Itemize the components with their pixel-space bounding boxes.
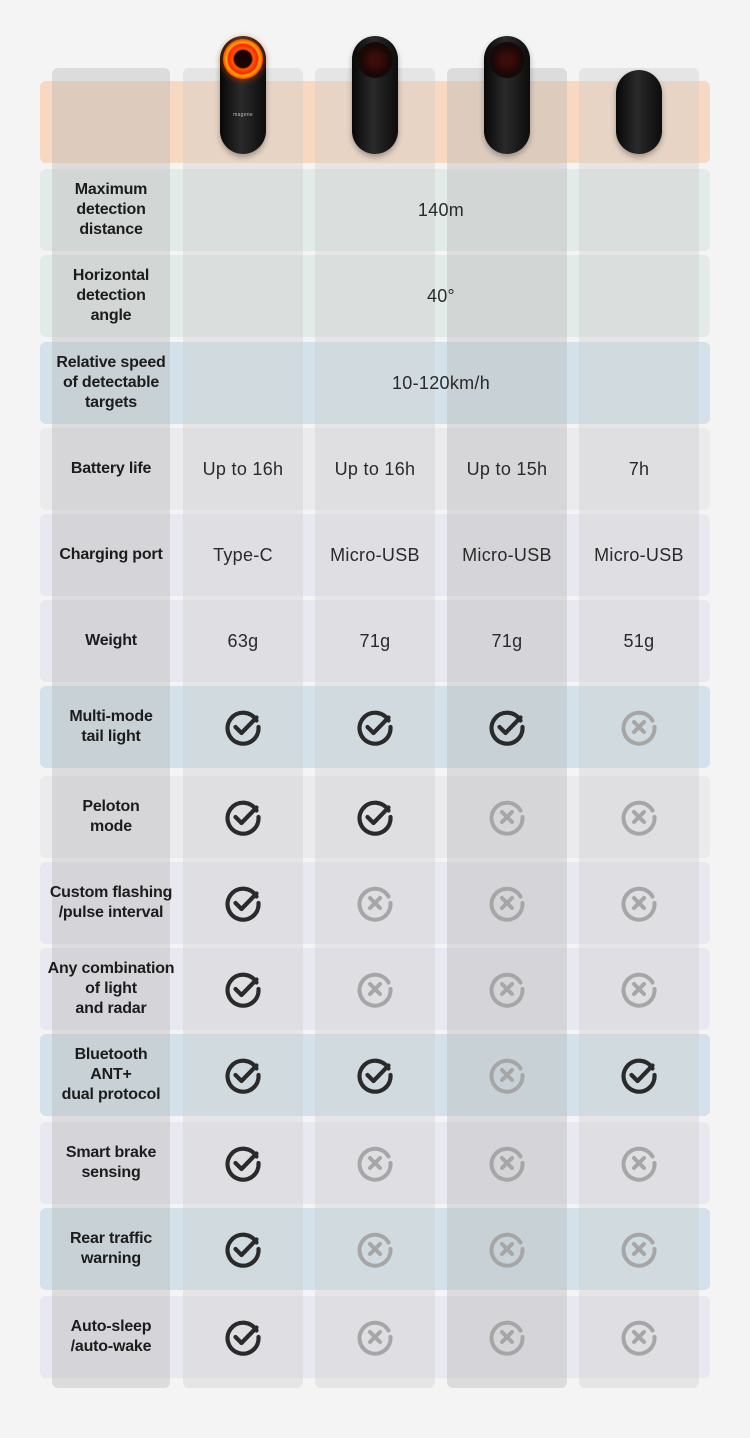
cross-icon bbox=[487, 969, 527, 1009]
supported-cell bbox=[345, 776, 405, 858]
row-label bbox=[31, 514, 191, 596]
cell-value: Up to 15h bbox=[466, 458, 548, 479]
unsupported-cell bbox=[609, 776, 669, 858]
cross-icon bbox=[487, 797, 527, 837]
lit-lens bbox=[223, 39, 263, 79]
tail-light-body bbox=[484, 36, 530, 154]
row-label-text: Battery life bbox=[70, 460, 152, 477]
supported-cell bbox=[345, 1034, 405, 1116]
cross-icon bbox=[355, 969, 395, 1009]
supported-cell bbox=[213, 1122, 273, 1204]
cell-value: Micro-USB bbox=[462, 544, 552, 565]
tail-light-body bbox=[220, 36, 266, 154]
unsupported-cell bbox=[477, 1208, 537, 1290]
cell-value: 7h bbox=[628, 458, 650, 479]
unsupported-cell bbox=[609, 1208, 669, 1290]
unsupported-cell bbox=[345, 1122, 405, 1204]
supported-cell bbox=[213, 862, 273, 944]
cross-icon bbox=[619, 1317, 659, 1357]
row-label bbox=[31, 1122, 191, 1204]
unsupported-cell bbox=[477, 862, 537, 944]
tail-light-body bbox=[616, 70, 662, 154]
radar-tail-light-4 bbox=[609, 70, 669, 154]
spanning-value: 140m bbox=[417, 199, 465, 220]
row-label-text: Maximum detection distance bbox=[74, 181, 148, 238]
cell-value: Up to 16h bbox=[334, 458, 416, 479]
unsupported-cell bbox=[477, 1122, 537, 1204]
check-icon bbox=[619, 1055, 659, 1095]
unlit-lens bbox=[489, 42, 525, 78]
cross-icon bbox=[355, 1143, 395, 1183]
spanning-value: 40° bbox=[426, 285, 456, 306]
cross-icon bbox=[487, 1055, 527, 1095]
check-icon bbox=[223, 707, 263, 747]
unsupported-cell bbox=[477, 1034, 537, 1116]
unsupported-cell bbox=[345, 1296, 405, 1378]
row-label bbox=[31, 948, 191, 1030]
supported-cell bbox=[213, 1208, 273, 1290]
cross-icon bbox=[487, 1229, 527, 1269]
row-label-text: Peloton mode bbox=[82, 798, 140, 835]
row-label-text: Bluetooth ANT+ dual protocol bbox=[61, 1046, 161, 1103]
cell-value: Type-C bbox=[213, 544, 273, 565]
check-icon bbox=[487, 707, 527, 747]
supported-cell bbox=[213, 776, 273, 858]
check-icon bbox=[223, 883, 263, 923]
row-label bbox=[31, 862, 191, 944]
tail-light-body bbox=[352, 36, 398, 154]
row-label-text: Relative speed of detectable targets bbox=[56, 354, 166, 411]
row-label-text: Rear traffic warning bbox=[69, 1230, 153, 1267]
row-label bbox=[31, 169, 191, 251]
spanning-value: 10-120km/h bbox=[391, 372, 491, 393]
supported-cell bbox=[213, 1034, 273, 1116]
supported-cell bbox=[213, 948, 273, 1030]
row-label-text: Weight bbox=[85, 632, 137, 649]
row-label bbox=[31, 1296, 191, 1378]
row-label bbox=[31, 1208, 191, 1290]
cell-value: Micro-USB bbox=[594, 544, 684, 565]
unsupported-cell bbox=[345, 948, 405, 1030]
cross-icon bbox=[619, 1143, 659, 1183]
cross-icon bbox=[619, 969, 659, 1009]
unsupported-cell bbox=[477, 776, 537, 858]
unsupported-cell bbox=[477, 1296, 537, 1378]
radar-tail-light-3 bbox=[477, 36, 537, 154]
cross-icon bbox=[487, 1317, 527, 1357]
row-label bbox=[31, 1034, 191, 1116]
cross-icon bbox=[487, 1143, 527, 1183]
check-icon bbox=[223, 1143, 263, 1183]
check-icon bbox=[223, 1317, 263, 1357]
unsupported-cell bbox=[345, 1208, 405, 1290]
cell-value: 51g bbox=[623, 630, 655, 651]
row-label-text: Charging port bbox=[59, 546, 163, 563]
cross-icon bbox=[619, 707, 659, 747]
unsupported-cell bbox=[609, 1122, 669, 1204]
cell-value: Up to 16h bbox=[202, 458, 284, 479]
row-label bbox=[31, 776, 191, 858]
row-label bbox=[31, 342, 191, 424]
unsupported-cell bbox=[609, 686, 669, 768]
brand-logo: magene bbox=[233, 112, 253, 118]
check-icon bbox=[223, 969, 263, 1009]
row-label-text: Multi-mode tail light bbox=[69, 708, 153, 745]
unsupported-cell bbox=[609, 948, 669, 1030]
cross-icon bbox=[619, 1229, 659, 1269]
row-label bbox=[31, 428, 191, 510]
check-icon bbox=[355, 797, 395, 837]
supported-cell bbox=[213, 1296, 273, 1378]
row-label bbox=[31, 255, 191, 337]
row-label bbox=[31, 600, 191, 682]
unsupported-cell bbox=[609, 1296, 669, 1378]
check-icon bbox=[355, 707, 395, 747]
radar-tail-light-1 bbox=[213, 36, 273, 154]
row-label-text: Custom flashing /pulse interval bbox=[49, 884, 173, 921]
row-label-text: Auto-sleep /auto-wake bbox=[70, 1318, 152, 1355]
cross-icon bbox=[487, 883, 527, 923]
supported-cell bbox=[213, 686, 273, 768]
check-icon bbox=[223, 1055, 263, 1095]
cross-icon bbox=[355, 883, 395, 923]
cross-icon bbox=[619, 883, 659, 923]
row-label-text: Any combination of light and radar bbox=[47, 960, 175, 1017]
cell-value: Micro-USB bbox=[330, 544, 420, 565]
supported-cell bbox=[609, 1034, 669, 1116]
radar-tail-light-2 bbox=[345, 36, 405, 154]
cell-value: 71g bbox=[491, 630, 523, 651]
row-label-text: Smart brake sensing bbox=[65, 1144, 157, 1181]
cell-value: 71g bbox=[359, 630, 391, 651]
cross-icon bbox=[355, 1229, 395, 1269]
cross-icon bbox=[619, 797, 659, 837]
check-icon bbox=[223, 797, 263, 837]
check-icon bbox=[223, 1229, 263, 1269]
cross-icon bbox=[355, 1317, 395, 1357]
unlit-lens bbox=[357, 42, 393, 78]
unsupported-cell bbox=[477, 948, 537, 1030]
unsupported-cell bbox=[609, 862, 669, 944]
row-label-text: Horizontal detection angle bbox=[72, 267, 150, 324]
supported-cell bbox=[477, 686, 537, 768]
check-icon bbox=[355, 1055, 395, 1095]
row-label bbox=[31, 686, 191, 768]
cell-value: 63g bbox=[227, 630, 259, 651]
supported-cell bbox=[345, 686, 405, 768]
unsupported-cell bbox=[345, 862, 405, 944]
